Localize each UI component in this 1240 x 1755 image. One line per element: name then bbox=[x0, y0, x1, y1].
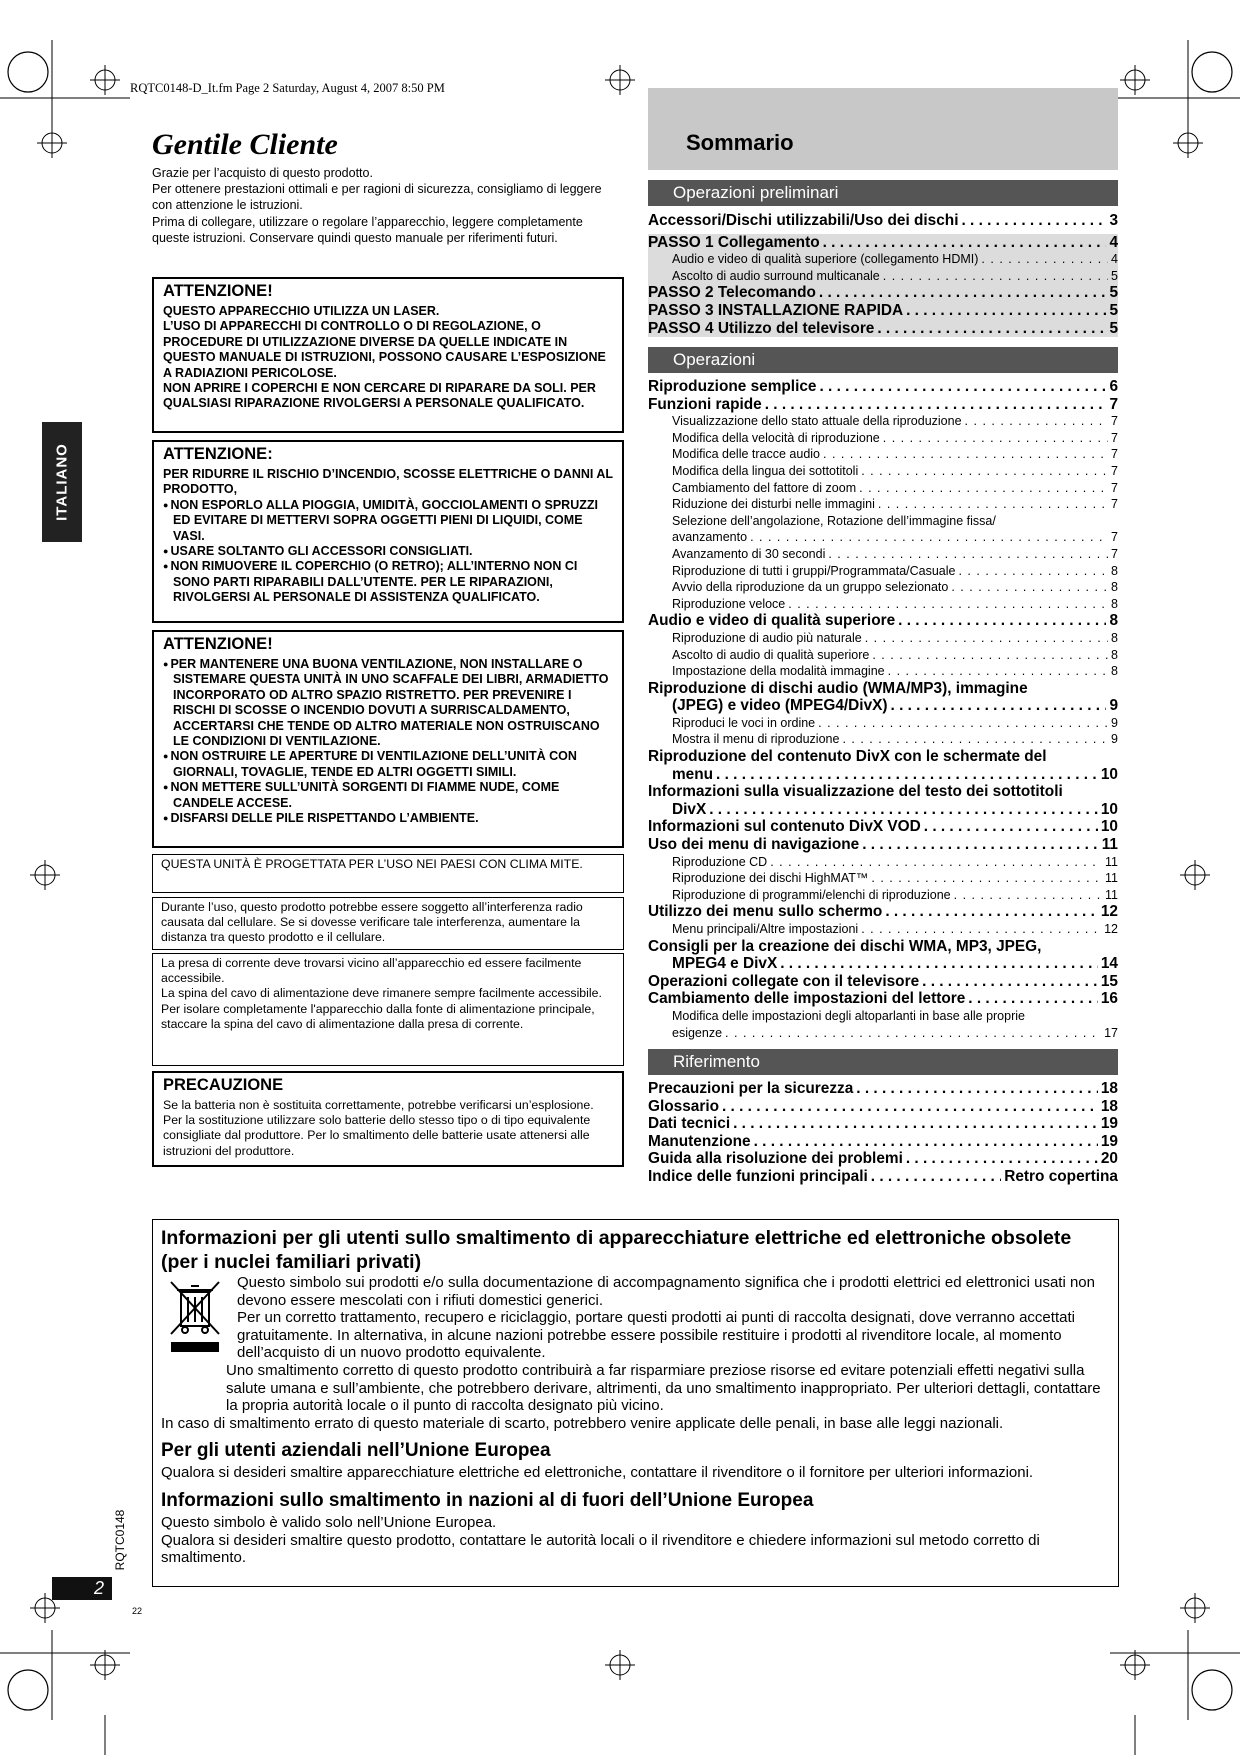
toc-entry-title: Riproduzione veloce bbox=[672, 596, 786, 611]
language-tab bbox=[42, 422, 82, 542]
toc-entry-title: Ascolto di audio surround multicanale bbox=[672, 268, 880, 283]
toc-entry[interactable] bbox=[648, 1150, 1118, 1168]
toc-entry-title: Modifica della lingua dei sottotitoli bbox=[672, 463, 859, 478]
climate-note: QUESTA UNITÀ È PROGETTATA PER L’USO NEI PAESI CON CLIMA MITE. bbox=[161, 857, 583, 871]
disposal-info-box bbox=[152, 1219, 1119, 1587]
toc-entry[interactable] bbox=[648, 234, 1118, 252]
toc-section-ref: Riferimento bbox=[648, 1049, 1118, 1075]
non-eu-heading: Informazioni sullo smaltimento in nazioni al di fuori dell’Unione Europea bbox=[161, 1489, 814, 1511]
toc-entry-title: Visualizzazione dello stato attuale della riproduzione bbox=[672, 414, 962, 429]
toc-entry[interactable] bbox=[648, 612, 1118, 630]
toc-leader-dots bbox=[906, 302, 1106, 320]
toc-page-number: 11 bbox=[1105, 887, 1118, 902]
toc-entry[interactable] bbox=[648, 413, 1118, 430]
toc-leader-dots bbox=[877, 320, 1106, 338]
toc-entry-title: Indice delle funzioni principali bbox=[648, 1167, 868, 1185]
toc-page-number: 8 bbox=[1111, 563, 1118, 578]
toc-leader-dots bbox=[862, 836, 1098, 854]
toc-leader-dots bbox=[961, 212, 1106, 230]
toc-entry[interactable] bbox=[648, 766, 1118, 784]
caution-text: Se la batteria non è sostituita correttamente, potrebbe verificarsi un’esplosione. Per la sostituzione utilizzare solo batterie dello stesso tipo o di tipo equivalente consigliate dal produttore. Per lo smaltimento delle batterie usate attenersi alle istruzioni del produttore. bbox=[163, 1098, 594, 1158]
toc-leader-dots bbox=[922, 973, 1098, 991]
toc-entry[interactable] bbox=[648, 529, 1118, 546]
toc-page-number: 5 bbox=[1111, 268, 1118, 283]
toc-leader-dots bbox=[958, 563, 1108, 580]
intro-text bbox=[152, 165, 622, 246]
toc-leader-dots bbox=[716, 766, 1098, 784]
toc-page-number: 12 bbox=[1100, 903, 1118, 921]
toc-entry-title: MPEG4 e DivX bbox=[672, 955, 778, 973]
toc-entry-title: Modifica delle tracce audio bbox=[672, 447, 820, 462]
battery-caution-box bbox=[152, 1071, 624, 1167]
toc-entry-title: Avanzamento di 30 secondi bbox=[672, 546, 826, 561]
warning-bullet: ● NON RIMUOVERE IL COPERCHIO (O RETRO); ALL’INTERNO NON CI SONO PARTI RIPARABILI DALL’UTENTE. PER LE RIPARAZIONI, RIVOLGERSI AL PERSONALE DI ASSISTENZA QUALIFICATO. bbox=[163, 559, 613, 605]
toc-leader-dots bbox=[891, 697, 1107, 715]
toc-entry-title: PASSO 1 Collegamento bbox=[648, 233, 820, 251]
toc-entry[interactable] bbox=[648, 836, 1118, 854]
toc-entry[interactable] bbox=[648, 1025, 1118, 1042]
toc-entry[interactable] bbox=[648, 1115, 1118, 1133]
interference-note-box bbox=[152, 897, 624, 950]
toc-entry[interactable] bbox=[648, 854, 1118, 871]
toc-entry[interactable] bbox=[648, 818, 1118, 836]
toc-page-number: 18 bbox=[1100, 1080, 1118, 1097]
toc-entry[interactable] bbox=[648, 212, 1118, 230]
toc-entry[interactable] bbox=[648, 430, 1118, 447]
toc-entry-title: PASSO 3 INSTALLAZIONE RAPIDA bbox=[648, 301, 904, 319]
toc-leader-dots bbox=[924, 818, 1098, 836]
toc-leader-dots bbox=[981, 251, 1108, 268]
toc-entry-title: Precauzioni per la sicurezza bbox=[648, 1080, 854, 1097]
toc-page-number: 7 bbox=[1111, 497, 1118, 512]
toc-leader-dots bbox=[861, 921, 1101, 938]
model-code bbox=[110, 1505, 130, 1575]
toc-entry-wrap: Modifica delle impostazioni degli altoparlanti in base alle proprie bbox=[672, 1008, 1025, 1023]
toc-page-number: 8 bbox=[1111, 580, 1118, 595]
toc-page-number: 5 bbox=[1109, 319, 1118, 337]
toc-entry[interactable] bbox=[648, 579, 1118, 596]
toc-entry-title: Audio e video di qualità superiore bbox=[648, 612, 896, 630]
toc-entry-wrap: Consigli per la creazione dei dischi WMA, MP3, JPEG, bbox=[648, 937, 1042, 955]
warning-bullet: ● DISFARSI DELLE PILE RISPETTANDO L’AMBIENTE. bbox=[163, 811, 613, 826]
print-marker: 22 bbox=[132, 1606, 143, 1616]
toc-entry-wrap: Informazioni sulla visualizzazione del testo dei sottotitoli bbox=[648, 783, 1063, 801]
toc-page-number: 16 bbox=[1100, 990, 1118, 1008]
toc-entry[interactable] bbox=[648, 921, 1118, 938]
toc-entry-title: Funzioni rapide bbox=[648, 395, 762, 413]
toc-entry-wrap: Riproduzione del contenuto DivX con le schermate del bbox=[648, 748, 1047, 766]
toc-entry[interactable] bbox=[648, 1080, 1118, 1098]
toc-page-number: 20 bbox=[1100, 1150, 1118, 1168]
model-code-label: RQTC0148 bbox=[113, 1509, 127, 1571]
toc-leader-dots bbox=[883, 430, 1108, 447]
toc-entry-wrap: Selezione dell’angolazione, Rotazione dell’immagine fissa/ bbox=[672, 513, 996, 528]
toc-entry-title: DivX bbox=[672, 800, 707, 818]
toc-leader-dots bbox=[842, 731, 1108, 748]
toc-leader-dots bbox=[878, 496, 1108, 513]
toc-page-number: 3 bbox=[1109, 212, 1118, 229]
toc-leader-dots bbox=[709, 801, 1098, 819]
toc-leader-dots bbox=[750, 529, 1108, 546]
warning-text: QUESTO APPARECCHIO UTILIZZA UN LASER. L’USO DI APPARECCHI DI CONTROLLO O DI REGOLAZIONE, O PROCEDURE DI UTILIZZAZIONE DIVERSE DA QUELLE INDICATE IN QUESTO MANUALE DI ISTRUZIONI, POSSONO CAUSARE L’ESPOSIZIONE A RADIAZIONI PERICOLOSE. NON APRIRE I COPERCHI E NON CERCARE DI RIPARARE DA SOLI. PER QUALSIASI RIPARAZIONE RIVOLGERSI A PERSONALE QUALIFICATO. bbox=[163, 304, 606, 411]
toc-page-number: 10 bbox=[1100, 818, 1118, 836]
toc-entry-title: Modifica della velocità di riproduzione bbox=[672, 430, 880, 445]
toc-entry-title: PASSO 2 Telecomando bbox=[648, 284, 816, 302]
toc-page-number: 11 bbox=[1105, 871, 1118, 886]
toc-leader-dots bbox=[906, 1150, 1098, 1168]
non-eu-text-1: Questo simbolo è valido solo nell’Unione Europea. bbox=[161, 1513, 497, 1531]
toc-entry-title: Riproduzione dei dischi HighMAT™ bbox=[672, 871, 869, 886]
toc-entry[interactable] bbox=[648, 1168, 1118, 1186]
warning-bullet: ● USARE SOLTANTO GLI ACCESSORI CONSIGLIATI. bbox=[163, 544, 613, 559]
toc-entry-title: Menu principali/Altre impostazioni bbox=[672, 922, 859, 936]
toc-entry-title: Impostazione della modalità immagine bbox=[672, 664, 885, 679]
toc-entry[interactable] bbox=[648, 697, 1118, 715]
toc-entry-title: Cambiamento delle impostazioni del lettore bbox=[648, 990, 966, 1008]
toc-leader-dots bbox=[888, 663, 1108, 680]
caution-title: PRECAUZIONE bbox=[163, 1076, 284, 1094]
toc-entry-title: (JPEG) e video (MPEG4/DivX) bbox=[672, 697, 888, 715]
toc-entry[interactable] bbox=[648, 801, 1118, 819]
power-outlet-note-box bbox=[152, 953, 624, 1066]
warning-title: ATTENZIONE! bbox=[163, 282, 273, 300]
toc-leader-dots bbox=[725, 1025, 1101, 1042]
toc-leader-dots bbox=[898, 612, 1106, 630]
toc-page-number: 7 bbox=[1109, 395, 1118, 413]
toc-page-number: 19 bbox=[1100, 1115, 1118, 1133]
laser-warning-box bbox=[152, 277, 624, 433]
toc-page-number: 18 bbox=[1100, 1097, 1118, 1115]
file-header: RQTC0148-D_It.fm Page 2 Saturday, August 4, 2007 8:50 PM bbox=[130, 81, 445, 95]
toc-leader-dots bbox=[828, 546, 1108, 563]
toc-header-bg bbox=[648, 88, 1118, 170]
toc-entry-title: Uso dei menu di navigazione bbox=[648, 836, 860, 854]
toc-leader-dots bbox=[722, 1098, 1098, 1116]
toc-entry[interactable] bbox=[648, 396, 1118, 414]
toc-leader-dots bbox=[871, 1168, 1001, 1186]
toc-page-number: 6 bbox=[1109, 378, 1118, 395]
disposal-title: Informazioni per gli utenti sullo smaltimento di apparecchiature elettriche ed elettroniche obsolete (per i nuclei familiari privati) bbox=[161, 1227, 1072, 1273]
toc-entry-title: esigenze bbox=[672, 1025, 723, 1040]
toc-section-prelim: Operazioni preliminari bbox=[648, 180, 1118, 206]
toc-page-number: 7 bbox=[1111, 530, 1118, 545]
toc-entry[interactable] bbox=[648, 1098, 1118, 1116]
toc-entry-title: Glossario bbox=[648, 1097, 719, 1115]
toc-page-number: 7 bbox=[1111, 430, 1118, 445]
toc-page-number: 7 bbox=[1111, 447, 1118, 462]
toc-leader-dots bbox=[819, 378, 1106, 396]
toc-entry[interactable] bbox=[648, 990, 1118, 1008]
toc-entry[interactable] bbox=[648, 887, 1118, 904]
toc-entry-title: Manutenzione bbox=[648, 1132, 751, 1150]
toc-entry-title: Avvio della riproduzione da un gruppo selezionato bbox=[672, 580, 949, 595]
toc-entry-title: Riproduci le voci in ordine bbox=[672, 715, 816, 730]
toc-page-number: 7 bbox=[1111, 463, 1118, 478]
toc-leader-dots bbox=[965, 413, 1109, 430]
toc-page-number: 14 bbox=[1100, 955, 1118, 973]
toc-entry-title: Riduzione dei disturbi nelle immagini bbox=[672, 497, 875, 512]
eu-business-text: Qualora si desideri smaltire apparecchiature elettriche ed elettroniche, contattare il rivenditore o il fornitore per ulteriori informazioni. bbox=[161, 1464, 1034, 1482]
toc-entry-title: Riproduzione di programmi/elenchi di riproduzione bbox=[672, 887, 951, 902]
toc-entry[interactable] bbox=[648, 731, 1118, 748]
toc-entry[interactable] bbox=[648, 463, 1118, 480]
toc-leader-dots bbox=[883, 268, 1108, 285]
fire-warning-box bbox=[152, 440, 624, 623]
warning-title: ATTENZIONE: bbox=[163, 445, 273, 463]
page-number: 2 bbox=[52, 1577, 112, 1600]
toc-entry[interactable] bbox=[648, 663, 1118, 680]
toc-page-number: 10 bbox=[1100, 765, 1118, 783]
toc-page-number: 10 bbox=[1100, 800, 1118, 818]
toc-list-ops bbox=[648, 378, 1118, 1041]
toc-leader-dots bbox=[872, 647, 1108, 664]
warning-bullet: ● NON METTERE SULL’UNITÀ SORGENTI DI FIAMME NUDE, COME CANDELE ACCESE. bbox=[163, 780, 613, 811]
toc-entry[interactable] bbox=[648, 903, 1118, 921]
disposal-para-4: In caso di smaltimento errato di questo materiale di scarto, potrebbero venire applicate delle penali, in base alle leggi nazionali. bbox=[161, 1414, 1004, 1432]
warning-lead: PER RIDURRE IL RISCHIO D’INCENDIO, SCOSSE ELETTRICHE O DANNI AL PRODOTTO, bbox=[163, 467, 613, 497]
toc-entry-title: menu bbox=[672, 765, 714, 783]
ventilation-warning-box bbox=[152, 630, 624, 848]
toc-entry[interactable] bbox=[648, 320, 1118, 338]
toc-page-number: 17 bbox=[1104, 1025, 1118, 1040]
toc-list-prelim bbox=[648, 212, 1118, 337]
toc-leader-dots bbox=[818, 715, 1108, 732]
toc-leader-dots bbox=[770, 854, 1102, 871]
toc-entry-title: Audio e video di qualità superiore (collegamento HDMI) bbox=[672, 252, 979, 267]
toc-page-number: 11 bbox=[1105, 854, 1118, 869]
toc-entry[interactable] bbox=[648, 973, 1118, 991]
toc-entry[interactable] bbox=[648, 251, 1118, 268]
toc-page-number: 9 bbox=[1111, 715, 1118, 730]
toc-page-number: 12 bbox=[1104, 922, 1118, 936]
toc-page-number: 8 bbox=[1111, 647, 1118, 662]
toc-entry[interactable] bbox=[648, 496, 1118, 513]
warning-bullet: ● PER MANTENERE UNA BUONA VENTILAZIONE, NON INSTALLARE O SISTEMARE QUESTA UNITÀ IN UNO SCAFFALE DEI LIBRI, ARMADIETTO INCORPORATO OD ALTRO SPAZIO RISTRETTO. PER PREVENIRE I RISCHI DI SCOSSE O INCENDIO DOVUTI A SURRISCALDAMENTO, ACCERTARSI CHE TENDE OD ALTRO MATERIALE NON OSTRUISCANO LE CONDIZIONI DI VENTILAZIONE. bbox=[163, 657, 613, 749]
toc-leader-dots bbox=[861, 463, 1108, 480]
toc-page-number: 9 bbox=[1109, 697, 1118, 715]
toc-leader-dots bbox=[823, 234, 1107, 252]
toc-leader-dots bbox=[780, 955, 1098, 973]
toc-page-number: 11 bbox=[1101, 836, 1118, 854]
toc-page-number: 8 bbox=[1111, 630, 1118, 645]
eu-business-heading: Per gli utenti aziendali nell’Unione Europea bbox=[161, 1440, 551, 1462]
toc-entry-title: Operazioni collegate con il televisore bbox=[648, 972, 920, 990]
toc-page-number: 4 bbox=[1111, 252, 1118, 267]
toc-entry[interactable] bbox=[648, 563, 1118, 580]
toc-leader-dots bbox=[733, 1115, 1098, 1133]
toc-entry-title: Riproduzione CD bbox=[672, 854, 768, 869]
toc-leader-dots bbox=[865, 630, 1108, 647]
toc-leader-dots bbox=[954, 887, 1102, 904]
toc-leader-dots bbox=[856, 1080, 1098, 1098]
non-eu-text-2: Qualora si desideri smaltire questo prodotto, contattare le autorità locali o il rivenditore e chiedere informazioni sul metodo corretto di smaltimento. bbox=[161, 1531, 1040, 1567]
toc-leader-dots bbox=[765, 396, 1107, 414]
toc-page-number: 5 bbox=[1109, 284, 1118, 302]
toc-entry[interactable] bbox=[648, 715, 1118, 732]
toc-page-number: 8 bbox=[1109, 612, 1118, 630]
toc-entry-title: Riproduzione di audio più naturale bbox=[672, 630, 862, 645]
toc-entry-title: Cambiamento del fattore di zoom bbox=[672, 480, 857, 495]
toc-page-number: 9 bbox=[1111, 732, 1118, 747]
toc-entry-title: PASSO 4 Utilizzo del televisore bbox=[648, 319, 875, 337]
toc-page-number: 8 bbox=[1111, 596, 1118, 611]
toc-entry[interactable] bbox=[648, 546, 1118, 563]
toc-entry-title: Riproduzione di tutti i gruppi/Programmata/Casuale bbox=[672, 563, 956, 578]
warning-title: ATTENZIONE! bbox=[163, 635, 273, 653]
toc-leader-dots bbox=[871, 870, 1102, 887]
power-outlet-note: La presa di corrente deve trovarsi vicino all’apparecchio ed essere facilmente accessibile. La spina del cavo di alimentazione deve rimanere sempre facilmente accessibile. Per isolare completamente l'apparecchio dalla fonte di alimentazione principale, staccare la spina del cavo di alimentazione dalla presa di corrente. bbox=[161, 956, 602, 1031]
toc-leader-dots bbox=[885, 903, 1098, 921]
intro-title: Gentile Cliente bbox=[152, 128, 338, 161]
intro-line: Prima di collegare, utilizzare o regolare l’apparecchio, leggere completamente queste istruzioni. Conservare quindi questo manuale per riferimenti futuri. bbox=[152, 214, 583, 245]
toc-page-number: 15 bbox=[1100, 972, 1118, 990]
toc-entry-title: Utilizzo dei menu sullo schermo bbox=[648, 903, 883, 921]
toc-entry-title: avanzamento bbox=[672, 530, 748, 545]
toc-page-number: 7 bbox=[1111, 414, 1118, 429]
crossed-bin-icon bbox=[167, 1278, 225, 1356]
toc-entry-title: Ascolto di audio di qualità superiore bbox=[672, 647, 870, 662]
toc-page-number: 7 bbox=[1111, 546, 1118, 561]
interference-note: Durante l’uso, questo prodotto potrebbe essere soggetto all’interferenza radio causata dal cellulare. Se si dovesse verificare tale interferenza, aumentare la distanza tra questo prodotto e il cellulare. bbox=[161, 900, 583, 945]
toc-page-number: 7 bbox=[1111, 480, 1118, 495]
toc-entry-title: Informazioni sul contenuto DivX VOD bbox=[648, 818, 921, 836]
toc-list-ref bbox=[648, 1080, 1118, 1186]
toc-entry-title: Riproduzione semplice bbox=[648, 378, 817, 395]
toc-entry[interactable] bbox=[648, 647, 1118, 664]
toc-entry[interactable] bbox=[648, 446, 1118, 463]
toc-entry[interactable] bbox=[648, 480, 1118, 497]
toc-title: Sommario bbox=[686, 130, 794, 155]
toc-entry[interactable] bbox=[648, 268, 1118, 285]
climate-note-box bbox=[152, 854, 624, 893]
toc-entry[interactable] bbox=[648, 378, 1118, 396]
toc-leader-dots bbox=[968, 990, 1098, 1008]
toc-entry[interactable] bbox=[648, 596, 1118, 613]
toc-entry-title: Guida alla risoluzione dei problemi bbox=[648, 1150, 903, 1168]
toc-leader-dots bbox=[788, 596, 1108, 613]
intro-line: Per ottenere prestazioni ottimali e per ragioni di sicurezza, consigliamo di leggere con attenzione le istruzioni. bbox=[152, 182, 602, 213]
toc-page-number: 8 bbox=[1111, 664, 1118, 679]
toc-entry[interactable] bbox=[648, 630, 1118, 647]
toc-leader-dots bbox=[754, 1133, 1098, 1151]
toc-leader-dots bbox=[819, 284, 1107, 302]
intro-line: Grazie per l’acquisto di questo prodotto. bbox=[152, 166, 373, 180]
toc-entry[interactable] bbox=[648, 1133, 1118, 1151]
disposal-para-1: Questo simbolo sui prodotti e/o sulla documentazione di accompagnamento significa che i prodotti elettrici ed elettronici usati non devono essere mescolati con i rifiuti domestici generici. bbox=[237, 1274, 1095, 1309]
warning-bullet: ● NON OSTRUIRE LE APERTURE DI VENTILAZIONE DELL’UNITÀ CON GIORNALI, TOVAGLIE, TENDE ED ALTRI OGGETTI SIMILI. bbox=[163, 749, 613, 780]
toc-leader-dots bbox=[951, 579, 1108, 596]
toc-section-ops: Operazioni bbox=[648, 347, 1118, 373]
toc-entry[interactable] bbox=[648, 284, 1118, 302]
toc-entry[interactable] bbox=[648, 955, 1118, 973]
disposal-para-2: Per un corretto trattamento, recupero e riciclaggio, portare questi prodotti ai punti di raccolta designati, dove verranno accettati gratuitamente. In alternativa, in alcune nazioni potrebbe essere possibile restituire i prodotti al rivenditore locale, al momento dell’acquisto di un nuovo prodotto equivalente. bbox=[237, 1309, 1075, 1362]
toc-page-number: 19 bbox=[1100, 1132, 1118, 1150]
toc-entry-title: Accessori/Dischi utilizzabili/Uso dei dischi bbox=[648, 212, 959, 229]
language-tab-label: ITALIANO bbox=[53, 443, 71, 521]
toc-leader-dots bbox=[823, 446, 1108, 463]
toc-page-number: 5 bbox=[1109, 301, 1118, 319]
toc-leader-dots bbox=[859, 480, 1108, 497]
toc-entry[interactable] bbox=[648, 870, 1118, 887]
disposal-para-3: Uno smaltimento corretto di questo prodotto contribuirà a far risparmiare preziose risorse ed evitare potenziali effetti negativi sulla salute umana e sull’ambiente, che potrebbero derivare, altrimenti, da uno smaltimento inappropriato. Per ulteriori dettagli, contattare la propria autorità locale o il punto di raccolta designato più vicino. bbox=[226, 1361, 1101, 1415]
toc-entry-title: Mostra il menu di riproduzione bbox=[672, 732, 840, 747]
toc-page-number: 4 bbox=[1109, 233, 1118, 251]
toc-entry[interactable] bbox=[648, 302, 1118, 320]
toc-entry-title: Dati tecnici bbox=[648, 1115, 731, 1133]
toc-entry-wrap: Riproduzione di dischi audio (WMA/MP3), immagine bbox=[648, 679, 1028, 697]
toc-page-number: Retro copertina bbox=[1004, 1167, 1118, 1185]
warning-bullet: ● NON ESPORLO ALLA PIOGGIA, UMIDITÀ, GOCCIOLAMENTI O SPRUZZI ED EVITARE DI METTERVI SOPRA OGGETTI PIENI DI LIQUIDI, COME VASI. bbox=[163, 498, 613, 544]
